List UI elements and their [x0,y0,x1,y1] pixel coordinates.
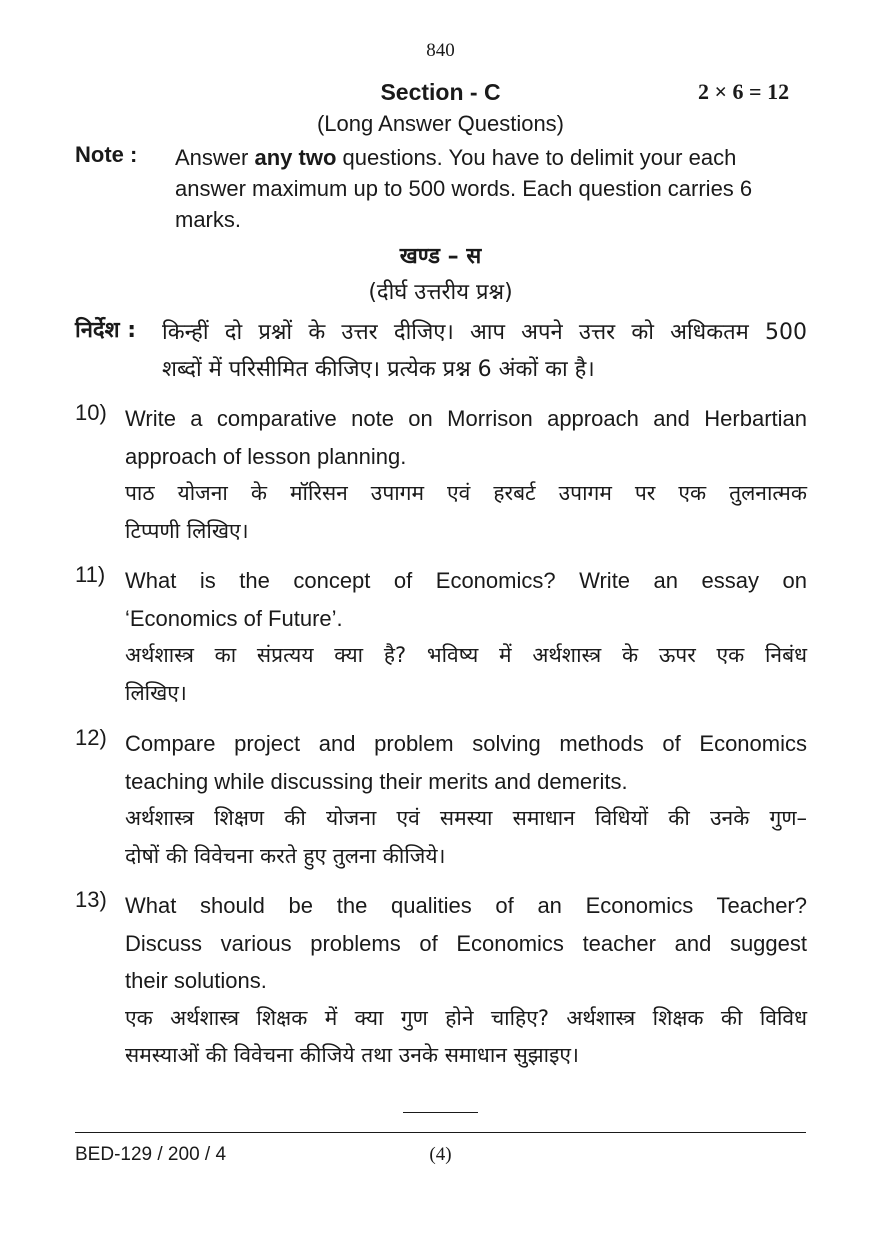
question-hi-line: पाठ योजना के मॉरिसन उपागम एवं हरबर्ट उपागम पर एक तुलनात्मक [125,481,807,505]
question-number: 12) [75,725,107,750]
note-label: Note : [75,142,138,167]
section-subtitle: (Long Answer Questions) [316,111,565,136]
question-hi-line: लिखिए। [125,680,187,705]
question-en-line: What should be the qualities of an Economics Teacher? [125,893,807,918]
question-text-hi [125,475,807,550]
footer-paper-code: BED-129 / 200 / 4 [75,1144,227,1165]
note-text-pre: Answer [175,145,255,170]
question-en-line: Compare project and problem solving methods of Economics [125,731,807,756]
section-marks: 2 × 6 = 12 [698,79,790,104]
question-en-line: Write a comparative note on Morrison approach and Herbartian [125,406,807,431]
question-en-line: ‘Economics of Future’. [125,605,343,631]
question-hi-line: अर्थशास्त्र का संप्रत्यय क्या है? भविष्य में अर्थशास्त्र के ऊपर एक निबंध [125,643,807,667]
question-number: 11) [75,562,106,587]
hindi-note-text [162,314,807,388]
question-text-en [125,562,807,637]
end-divider [403,1112,478,1113]
question-text-hi [125,800,807,875]
hindi-note-line-2: शब्दों में परिसीमित कीजिए। प्रत्येक प्रश्न 6 अंकों का है। [162,357,595,382]
question-hi-line: एक अर्थशास्त्र शिक्षक में क्या गुण होने चाहिए? अर्थशास्त्र शिक्षक की विविध [125,1005,807,1030]
question-en-line: their solutions. [125,968,267,993]
question-en-line: What is the concept of Economics? Write an essay on [125,568,807,593]
question-en-line: teaching while discussing their merits and demerits. [125,768,628,794]
footer-divider [75,1132,806,1133]
question-en-line: Discuss various problems of Economics teacher and suggest [125,930,807,956]
note-text [175,142,807,235]
question-hi-line: अर्थशास्त्र शिक्षण की योजना एवं समस्या समाधान विधियों की उनके गुण– [125,806,807,830]
question-hi-line: समस्याओं की विवेचना कीजिये तथा उनके समाधान सुझाइए। [125,1043,579,1067]
hindi-section-subtitle: (दीर्घ उत्तरीय प्रश्न) [368,280,513,305]
question-number: 10) [75,400,107,425]
hindi-note-line-1: किन्हीं दो प्रश्नों के उत्तर दीजिए। आप अपने उत्तर को अधिकतम 500 [162,320,807,345]
note-text-bold: any two [254,145,337,170]
question-text-hi [125,1000,807,1075]
question-text-en [125,725,807,800]
question-number: 13) [75,887,107,912]
page-number: 840 [426,40,455,61]
hindi-section-title: खण्ड – स [399,244,482,269]
question-en-line: approach of lesson planning. [125,443,407,469]
question-text-en [125,887,807,1000]
question-hi-line: टिप्पणी लिखिए। [125,518,249,543]
question-text-en [125,400,807,475]
section-title: Section - C [380,79,501,105]
footer-page-number: (4) [429,1144,452,1165]
note-text-post: questions. You have to delimit your each answer maximum up to 500 words. Each question carries 6 marks. [175,145,753,232]
question-text-hi [125,637,807,712]
question-hi-line: दोषों की विवेचना करते हुए तुलना कीजिये। [125,843,446,868]
hindi-note-label: निर्देश : [75,318,137,343]
